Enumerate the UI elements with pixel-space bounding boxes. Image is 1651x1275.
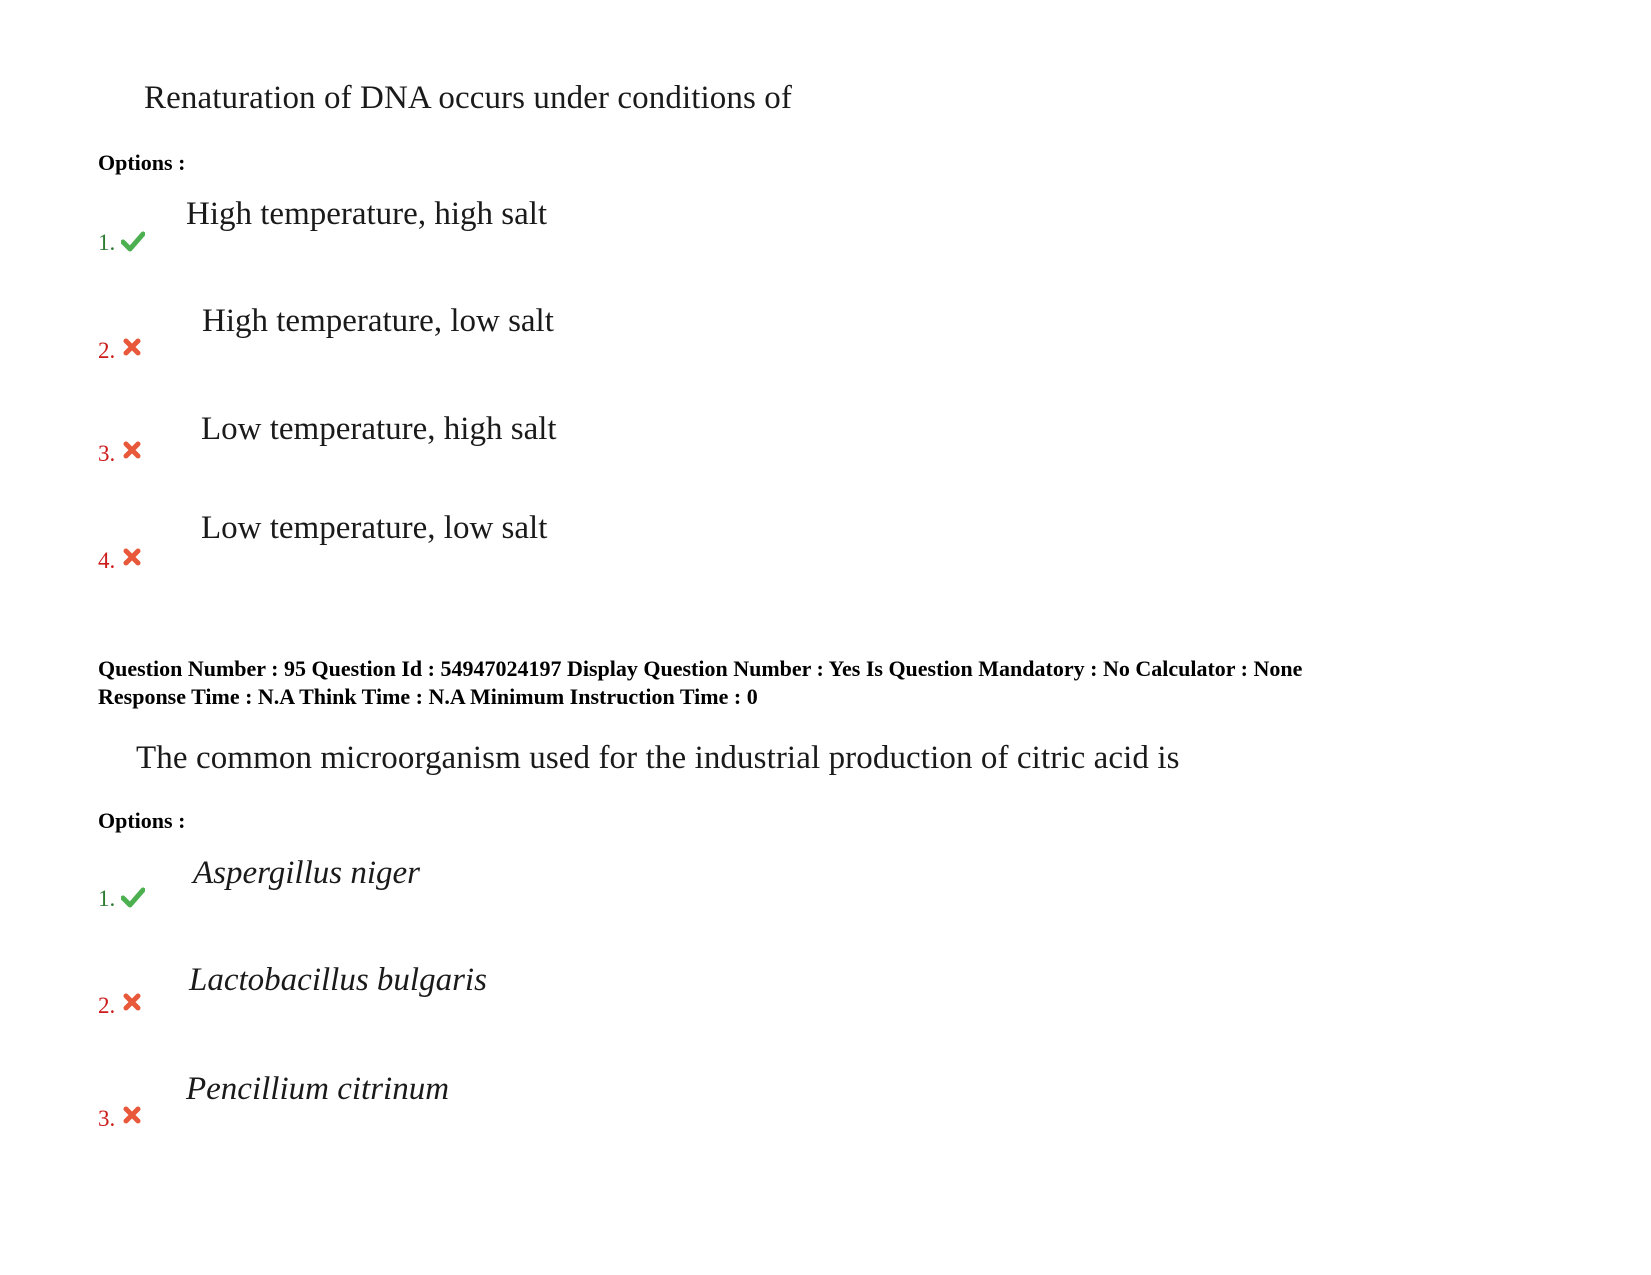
- cross-mark-icon: [121, 548, 145, 570]
- option-number: [98, 230, 145, 256]
- option-number-label: 1.: [98, 886, 116, 911]
- option-number: [98, 1106, 145, 1132]
- question-meta-line: Question Number : 95 Question Id : 54947024197 Display Question Number : Yes Is Question Mandatory : No Calculator : None: [98, 656, 1303, 681]
- option-number: [98, 548, 145, 574]
- question-text: Renaturation of DNA occurs under conditions of: [144, 80, 792, 116]
- question-meta-line: Response Time : N.A Think Time : N.A Minimum Instruction Time : 0: [98, 684, 758, 709]
- option-text: Pencillium citrinum: [186, 1071, 450, 1107]
- options-label: Options :: [98, 150, 186, 175]
- option-text: Low temperature, low salt: [201, 510, 548, 546]
- option-number: [98, 993, 145, 1019]
- cross-mark-icon: [121, 1106, 145, 1128]
- option-text: Lactobacillus bulgaris: [189, 962, 487, 998]
- option-number-label: 3.: [98, 441, 116, 466]
- cross-mark-icon: [121, 441, 145, 463]
- option-text: Low temperature, high salt: [201, 411, 557, 447]
- check-mark-icon: [121, 230, 145, 252]
- option-number-label: 1.: [98, 230, 116, 255]
- option-number-label: 3.: [98, 1106, 116, 1131]
- cross-mark-icon: [121, 993, 145, 1015]
- option-text: High temperature, high salt: [186, 196, 548, 232]
- option-number-label: 2.: [98, 338, 116, 363]
- option-number: [98, 338, 145, 364]
- option-number-label: 4.: [98, 548, 116, 573]
- option-number-label: 2.: [98, 993, 116, 1018]
- option-text: High temperature, low salt: [202, 303, 554, 339]
- check-mark-icon: [121, 886, 145, 908]
- option-text: Aspergillus niger: [193, 855, 421, 891]
- options-label: Options :: [98, 808, 186, 833]
- cross-mark-icon: [121, 338, 145, 360]
- option-number: [98, 441, 145, 467]
- question-text: The common microorganism used for the industrial production of citric acid is: [136, 740, 1180, 776]
- option-number: [98, 886, 145, 912]
